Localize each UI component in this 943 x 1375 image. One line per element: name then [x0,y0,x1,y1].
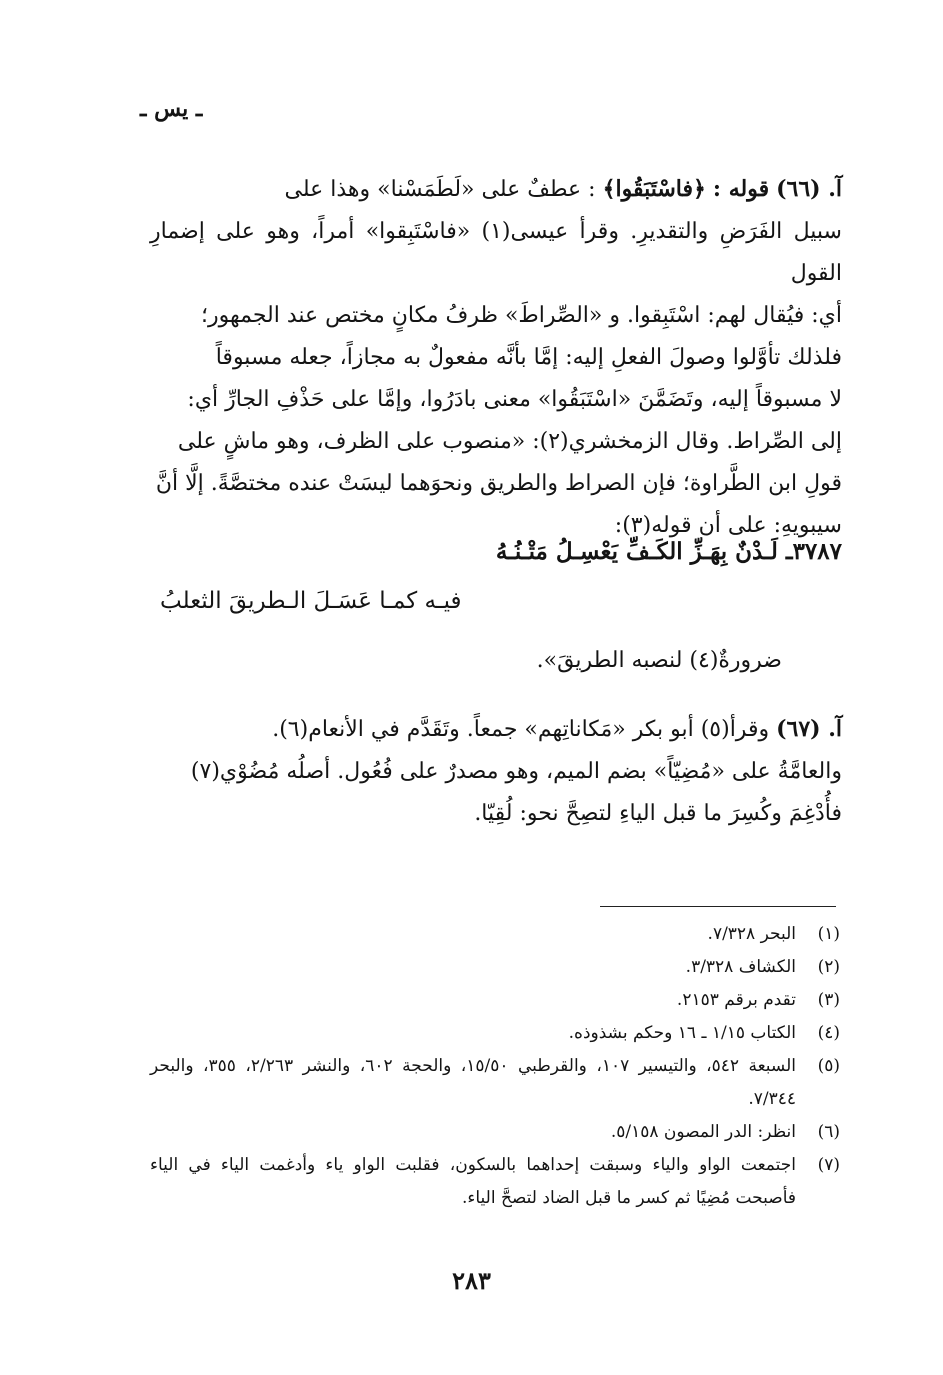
footnote-item [150,918,840,951]
paragraph-line: قولِ ابن الطَّراوة؛ فإن الصراط والطريق ونحوَهما ليسَتْ عنده مختصَّةً. إلَّا أنَّ [155,471,842,496]
footnote-item [150,1149,840,1215]
poem-verse-second-hemistich: فيـه كمـا عَسَـلَ الـطريقَ الثعلبُ [160,588,462,614]
footnote-text: الكتاب ١/١٥ ـ ١٦ وحكم بشذوذه. [568,1023,796,1043]
commentary-section-66 [150,168,842,547]
paragraph-line: أي: فيُقال لهم: اسْتَبِقوا. و «الصِّراطَ» ظرفُ مكانٍ مختص عند الجمهور؛ [201,303,842,328]
paragraph-text: وقرأ(٥) أبو بكر «مَكاناتِهم» جمعاً. وتَقَدَّم في الأنعام(٦). [272,717,770,742]
footnote-text: البحر ٧/٣٢٨. [707,924,796,944]
footnote-number: (٦) [817,1122,840,1142]
paragraph-67-first-line [150,708,842,751]
poem-commentary: ضرورةٌ(٤) لنصبه الطريقَ». [536,648,782,673]
paragraph-line: لا مسبوقاً إليه، وتَضَمَّنَ «اسْتَبَقُوا» معنى بادَرُوا، وإمَّا على حَذْفِ الجارِّ أي: [187,387,842,412]
paragraph-line: سبيل الفَرَضِ والتقديرِ. وقرأ عيسى‏(١) «فاسْتَبِقوا» أمراً، وهو على إضمارِ القول [150,219,842,286]
paragraph-line: فلذلك تأوَّلوا وصولَ الفعلِ إليه: إمَّا بأنَّه مفعولٌ به مجازاً، جعله مسبوقاً [215,345,842,370]
footnote-text: الكشاف ٣/٣٢٨. [685,957,796,977]
footnote-item [150,984,840,1017]
footnote-text: تقدم برقم ٢١٥٣. [676,990,796,1010]
footnote-text: السبعة ٥٤٢، والتيسير ١٠٧، والقرطبي ١٥/٥٠، والحجة ٦٠٢، والنشر ٢/٢٦٣، ٣٥٥، والبحر ٧/٣٤٤. [150,1056,797,1109]
poem-verse-first-hemistich: ٣٧٨٧ـ لَـدْنٌ بِهَـزِّ الكَـفِّ يَعْسِـلُ مَتْـنُـهُ [495,538,842,565]
footnote-item [150,951,840,984]
paragraph-line: والعامَّةُ على «مُضِيّاً» بضم الميم، وهو مصدرٌ على فُعُول. أصلُه مُضُوْي(٧) [190,759,842,784]
footnote-number: (٤) [817,1023,840,1043]
footnote-number: (٥) [817,1056,840,1076]
paragraph-line: سيبويهِ: على أن قوله(٣): [614,513,842,538]
paragraph-text: : عطفٌ على «لَطَمَسْنا» وهذا على [284,177,596,202]
commentary-section-67 [150,708,842,835]
footnote-item [150,1050,840,1116]
footnote-number: (٣) [817,990,840,1010]
verse-number: آ. (٦٦) [776,176,842,202]
footnote-divider [600,906,836,907]
paragraph-66-first-line [150,168,842,211]
footnote-number: (٢) [817,957,840,977]
running-header: ـ يس ـ [140,96,203,122]
footnote-text: انظر: الدر المصون ٥/١٥٨. [610,1122,796,1142]
footnote-item [150,1017,840,1050]
verse-number: آ. (٦٧) [776,716,842,742]
paragraph-line: فأُدْغِمَ وكُسِرَ ما قبل الياءِ لتصِحَّ نحو: لُقِيّا. [474,801,842,826]
page-number: ٢٨٣ [452,1266,491,1295]
footnote-text: اجتمعت الواو والياء وسبقت إحداهما بالسكون، فقلبت الواو ياء وأدغمت الياء في الياء فأصبحت مُضِيًا ثم كسر ما قبل الضاد لتصحَّ الياء. [150,1155,796,1208]
footnote-number: (١) [817,924,840,944]
footnote-number: (٧) [817,1155,840,1175]
paragraph-line: إلى الصِّراط. وقال الزمخشري(٢): «منصوب على الظرف، وهو ماشٍ على [177,429,842,454]
footnotes-list [150,918,840,1215]
verse-label: قوله : [712,176,770,202]
quran-quote: ﴿فاسْتَبَقُوا﴾ [602,176,706,202]
footnote-item [150,1116,840,1149]
